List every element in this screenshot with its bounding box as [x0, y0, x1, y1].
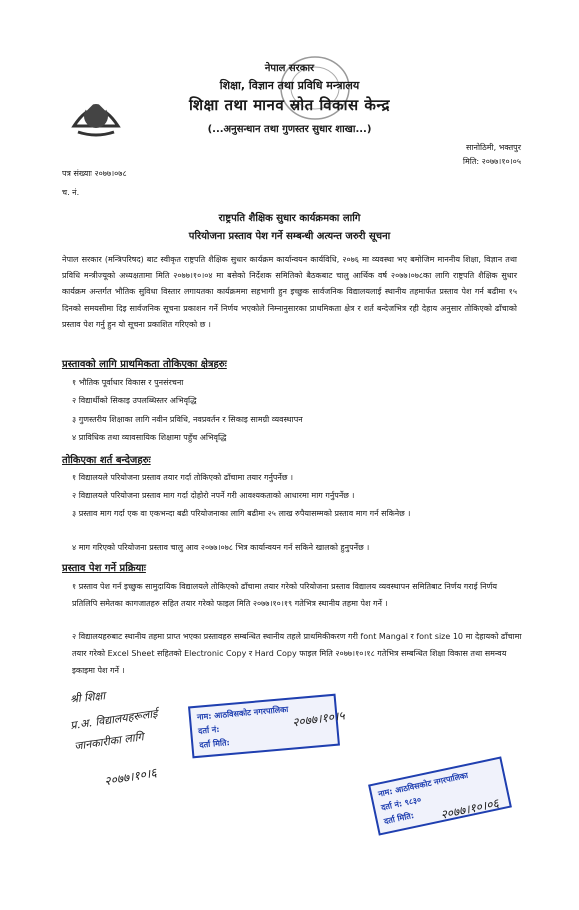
conditions-heading: तोकिएका शर्त बन्देजहरुः — [62, 455, 151, 466]
letter-date: मिति: २०७७।१०।०५ — [462, 157, 521, 166]
handwritten-note: प्र.अ. विद्यालयहरूलाई — [69, 706, 159, 733]
dispatch-number: च. नं. — [62, 188, 80, 197]
priority-item: ३ गुणस्तरीय शिक्षाका लागि नवीन प्रविधि, नवप्रवर्तन र सिकाइ सामग्री व्यवस्थापन — [72, 415, 303, 424]
priority-heading: प्रस्तावको लागि प्राथमिकता तोकिएका क्षेत्रहरुः — [62, 359, 227, 370]
condition-item: ३ प्रस्ताव माग गर्दा एक वा एकभन्दा बढी परियोजनाका लागि बढीमा २५ लाख रुपैयासम्मको प्रस्ताव माग गर्न सकिनेछ । — [72, 509, 411, 518]
handwritten-signature: २०७७।१०।५ — [291, 708, 346, 730]
notice-title-line1: राष्ट्रपति शैक्षिक सुधार कार्यक्रमका लागि — [218, 213, 361, 224]
handwritten-note: श्री शिक्षा — [69, 689, 106, 706]
letter-number: पत्र संख्याः २०७७।०७८ — [62, 169, 127, 178]
office-name: शिक्षा तथा मानव स्रोत विकास केन्द्र — [189, 96, 390, 114]
intro-paragraph: नेपाल सरकार (मन्त्रिपरिषद) बाट स्वीकृत राष्ट्रपति शैक्षिक सुधार कार्यक्रम कार्यान्वयन कार्यविधि, २०७६ मा व्यवस्था भए बमोजिम माननीय शिक्षा, विज्ञान तथा प्रविधि मन्त्रीज्यूको अध्यक्षतामा मिति २०७७।१०।०४ मा बसेको निर्देशक समितिको बैठकबाट चालु आर्थिक वर्ष २०७७।०७८का लागि राष्ट्रपति शैक्षिक सुधार कार्यक्रम अन्तर्गत भौतिक सुविधा विस्तार लगायतका कार्यक्रममा सहभागी हुन इच्छुक सार्वजनिक विद्यालयलाई स्थानीय तहमार्फत प्रस्ताव पेश गर्न बढीमा १५ दिनको समयसीमा दिइ सार्वजनिक सूचना प्रकाशन गर्ने निर्णय भएकोले निम्नानुसारका प्राथमिकता क्षेत्र र शर्त बन्देजभित्र रही देहाय अनुसार तोकिएको ढाँचाको प्रस्ताव पेश गर्नु हुन यो सूचना प्रकाशित गरिएको छ । — [62, 255, 517, 329]
office-address: सानोठिमी, भक्तपुर — [466, 143, 521, 152]
condition-item: १ विद्यालयले परियोजना प्रस्ताव तयार गर्दा तोकिएको ढाँचामा तयार गर्नुपर्नेछ । — [72, 473, 294, 482]
stamp-line: दर्ता नं: ९८३० — [380, 795, 422, 813]
notice-title-line2: परियोजना प्रस्ताव पेश गर्ने सम्बन्धी अत्यन्त जरुरी सूचना — [188, 231, 391, 242]
ministry-name: शिक्षा, विज्ञान तथा प्रविधि मन्त्रालय — [219, 79, 360, 92]
handwritten-note: जानकारीका लागि — [73, 730, 145, 753]
stamp-line: दर्ता मिति: — [199, 738, 231, 750]
stamp-line: नाम: आठविसकोट नगरपालिका — [196, 704, 289, 722]
section-name: (...अनुसन्धान तथा गुणस्तर सुधार शाखा...) — [207, 124, 372, 135]
condition-item: २ विद्यालयले परियोजना प्रस्ताव माग गर्दा दोहोरो नपर्ने गरी आवश्यकताको आधारमा माग गर्नुपर्नेछ । — [72, 491, 355, 500]
condition-item: ४ माग गरिएको परियोजना प्रस्ताव चालु आव २०७७।०७८ भित्र कार्यान्वयन गर्न सकिने खालको हुनुपर्नेछ । — [72, 543, 370, 552]
handwritten-signature: २०७७।१०।६ — [103, 765, 158, 789]
process-item: २ विद्यालयहरुबाट स्थानीय तहमा प्राप्त भएका प्रस्तावहरु सम्बन्धित स्थानीय तहले प्राथमिकीकरण गरी font Mangal र font size 10 मा देहायको ढाँचामा तयार गरेको Excel Sheet सहितको Electronic Copy र Hard Copy फाइल मिति २०७७।१०।१८ गतेभित्र सम्बन्धित शिक्षा विकास तथा समन्वय इकाइमा पेश गर्ने । — [72, 632, 522, 675]
handwritten-signature: २०७७।१०।०६ — [439, 796, 500, 822]
stamp-line: नाम: आठविसकोट नगरपालिका — [377, 770, 469, 799]
priority-item: २ विद्यार्थीको सिकाइ उपलब्धिस्तर अभिवृद्धि — [72, 396, 197, 405]
stamp-line: दर्ता नं: — [197, 724, 220, 736]
process-heading: प्रस्ताव पेश गर्ने प्रक्रियाः — [62, 563, 146, 574]
stamp-line: दर्ता मिति: — [383, 810, 415, 827]
process-item: १ प्रस्ताव पेश गर्न इच्छुक सामुदायिक विद्यालयले तोकिएको ढाँचामा तयार गरेको परियोजना प्रस्ताव विद्यालय व्यवस्थापन समितिबाट निर्णय गराई निर्णय प्रतिलिपि समेतका कागजातहरु सहित तयार गरेको फाइल मिति २०७७।१०।१९ गतेभित्र स्थानीय तहमा पेश गर्ने । — [72, 582, 498, 608]
govt-name: नेपाल सरकार — [264, 63, 315, 74]
priority-item: १ भौतिक पूर्वाधार विकास र पुनसंरचना — [72, 378, 184, 387]
priority-item: ४ प्राविधिक तथा व्यावसायिक शिक्षामा पहुँच अभिवृद्धि — [72, 433, 227, 442]
